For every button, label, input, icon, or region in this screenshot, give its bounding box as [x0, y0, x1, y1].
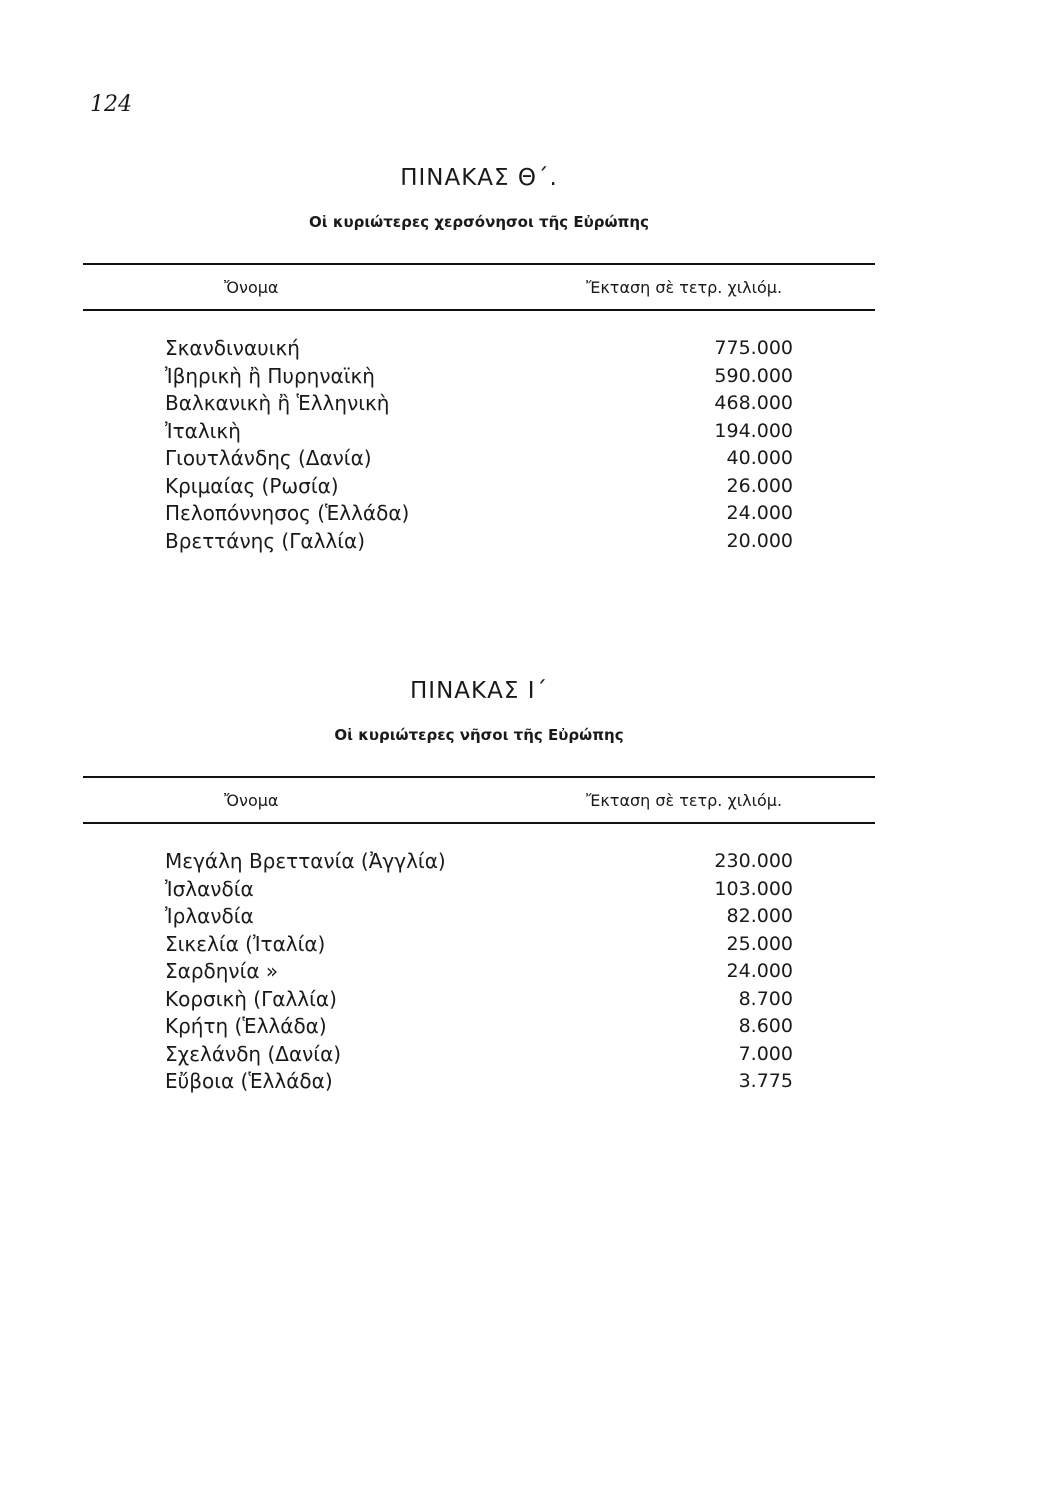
- row-name: Γιουτλάνδης (Δανία): [165, 446, 372, 470]
- row-area: 8.600: [738, 1015, 793, 1037]
- row-area: 40.000: [726, 447, 793, 469]
- row-name: Μεγάλη Βρεττανία (Ἀγγλία): [165, 849, 446, 873]
- column-header-name: Ὄνομα: [224, 791, 279, 810]
- islands-table: [83, 678, 875, 1096]
- column-header-area: Ἔκταση σὲ τετρ. χιλιόμ.: [586, 791, 783, 810]
- table-row: [83, 958, 875, 986]
- table-row: [83, 848, 875, 876]
- table-row: [83, 335, 875, 363]
- row-area: 26.000: [726, 474, 793, 497]
- column-header-name: Ὄνομα: [224, 278, 279, 297]
- row-name: Σαρδηνία »: [165, 959, 279, 983]
- row-area: 24.000: [726, 502, 793, 524]
- row-area: 468.000: [714, 392, 793, 414]
- row-name: Σχελάνδη (Δανία): [165, 1041, 342, 1066]
- row-area: 82.000: [726, 905, 793, 927]
- row-area: 24.000: [726, 960, 793, 982]
- table-row: [83, 986, 875, 1014]
- row-area: 103.000: [714, 877, 793, 900]
- row-name: Κρήτη (Ἑλλάδα): [165, 1014, 327, 1038]
- row-area: 230.000: [714, 850, 793, 872]
- table-body: [83, 824, 875, 1096]
- table-subtitle: Οἱ κυριώτερες χερσόνησοι τῆς Εὐρώπης: [309, 213, 649, 231]
- row-area: 8.700: [738, 987, 793, 1010]
- row-name: Ἰταλικὴ: [165, 418, 241, 443]
- row-name: Κορσικὴ (Γαλλία): [165, 986, 337, 1011]
- table-row: [83, 876, 875, 904]
- table-row: [83, 473, 875, 501]
- row-name: Πελοπόννησος (Ἑλλάδα): [165, 501, 410, 525]
- table-header: [83, 778, 875, 822]
- row-area: 590.000: [714, 364, 793, 387]
- table-row: [83, 1013, 875, 1041]
- row-area: 775.000: [714, 337, 793, 359]
- table-header: [83, 265, 875, 309]
- peninsulas-table: [83, 165, 875, 555]
- table-row: [83, 418, 875, 446]
- row-name: Κριμαίας (Ρωσία): [165, 473, 339, 498]
- table-subtitle: Οἱ κυριώτερες νῆσοι τῆς Εὐρώπης: [334, 726, 624, 744]
- row-area: 25.000: [726, 932, 793, 955]
- table-row: [83, 390, 875, 418]
- table-row: [83, 903, 875, 931]
- table-row: [83, 931, 875, 959]
- table-row: [83, 363, 875, 391]
- table-row: [83, 1068, 875, 1096]
- row-area: 20.000: [726, 529, 793, 552]
- row-name: Ἰβηρικὴ ἢ Πυρηναϊκὴ: [165, 363, 375, 388]
- table-body: [83, 311, 875, 555]
- row-name: Σικελία (Ἰταλία): [165, 931, 326, 956]
- table-row: [83, 445, 875, 473]
- row-area: 7.000: [738, 1042, 793, 1065]
- row-area: 194.000: [714, 419, 793, 442]
- row-name: Σκανδιναυική: [165, 336, 300, 360]
- column-header-area: Ἔκταση σὲ τετρ. χιλιόμ.: [586, 278, 783, 297]
- row-name: Βρεττάνης (Γαλλία): [165, 528, 365, 553]
- row-name: Βαλκανικὴ ἢ Ἑλληνικὴ: [165, 391, 390, 415]
- table-row: [83, 1041, 875, 1069]
- table-title: ΠΙΝΑΚΑΣ Ι΄: [410, 678, 548, 704]
- page-number: 124: [90, 92, 132, 117]
- row-name: Ἰσλανδία: [165, 876, 254, 901]
- row-area: 3.775: [738, 1070, 793, 1092]
- row-name: Ἰρλανδία: [165, 904, 254, 928]
- table-row: [83, 500, 875, 528]
- table-row: [83, 528, 875, 556]
- table-title: ΠΙΝΑΚΑΣ Θ΄.: [400, 165, 558, 191]
- row-name: Εὔβοια (Ἑλλάδα): [165, 1069, 333, 1093]
